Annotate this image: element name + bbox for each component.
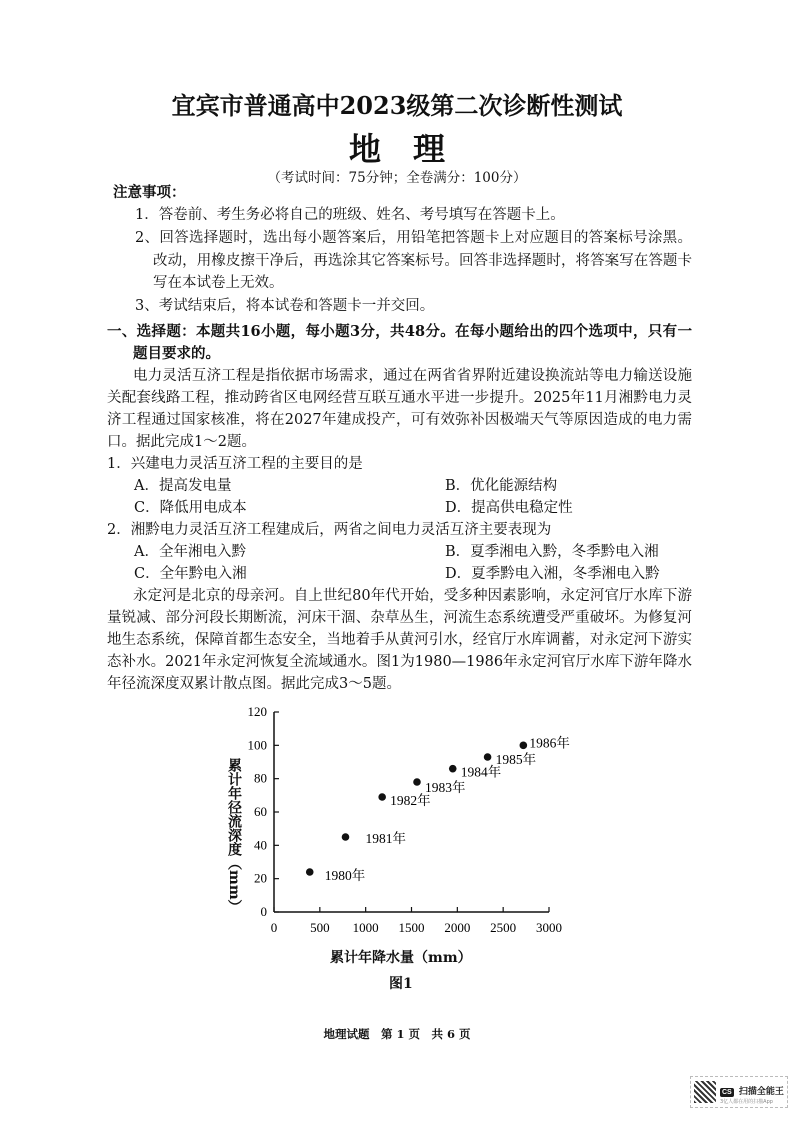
passage1-line: 关配套线路工程，推动跨省区电网经营互联互通水平进一步提升。2025年11月湘黔电力灵 [107,390,692,406]
passage2-line: 年径流深度双累计散点图。据此完成3～5题。 [107,676,401,692]
question-1-option-c: C．降低用电成本 [134,500,247,516]
question-2-option-c: C．全年黔电入湘 [134,566,247,582]
watermark-name: 扫描全能王 [738,1087,784,1097]
x-axis-label: 累计年降水量（mm） [330,950,472,966]
data-point-label: 1980年 [324,868,366,883]
x-tick-label: 3000 [536,920,562,935]
y-tick-label: 120 [247,704,267,719]
y-tick-label: 40 [254,837,267,853]
data-point-label: 1985年 [495,752,537,767]
x-tick-label: 500 [310,920,330,935]
data-point [342,833,350,841]
figure-caption: 图1 [389,976,413,992]
page-footer: 地理试题 第 1 页 共 6 页 [323,1027,471,1041]
question-2-option-d: D．夏季黔电入湘，冬季湘电入黔 [445,566,660,582]
notice-line: 改动，用橡皮擦干净后，再选涂其它答案标号。回答非选择题时，将答案写在答题卡 [153,253,692,269]
x-tick-label: 2500 [490,920,517,935]
x-tick-label: 0 [270,920,278,935]
x-tick-label: 2000 [444,920,471,935]
y-tick-label: 100 [247,737,267,753]
x-tick-label: 1500 [398,920,425,935]
notice-line: 写在本试卷上无效。 [153,275,284,291]
camscanner-logo-icon: CS [722,1089,732,1096]
data-point-label: 1981年 [365,831,406,846]
question-2-option-b: B．夏季湘电入黔，冬季黔电入湘 [445,544,659,560]
qr-code-icon [694,1081,716,1103]
question-1-stem: 1．兴建电力灵活互济工程的主要目的是 [107,456,363,472]
y-tick-label: 0 [260,904,267,919]
passage2-line: 态补水。2021年永定河恢复全流域通水。图1为1980—1986年永定河官厅水库下游年降水 [107,654,692,670]
notice-line: 3、考试结束后，将本试卷和答题卡一并交回。 [135,298,435,314]
data-point-label: 1986年 [529,735,570,751]
data-point [520,742,528,750]
passage2-line: 量锐减、部分河段长期断流，河床干涸、杂草丛生，河流生态系统遭受严重破坏。为修复河 [107,610,692,626]
question-1-option-d: D．提高供电稳定性 [445,500,573,516]
passage1-line: 口。据此完成1～2题。 [107,434,256,450]
section-heading-cont: 题目要求的。 [133,345,220,362]
passage1-line: 电力灵活互济工程是指依据市场需求，通过在两省省界附近建设换流站等电力输送设施 [133,368,692,384]
data-point [378,793,386,801]
watermark-sub: 3亿人都在用的扫描App [720,1099,773,1105]
scatter-chart [220,700,600,945]
data-point-label: 1984年 [460,764,502,780]
data-point [413,778,421,786]
section-heading: 一、选择题：本题共16小题，每小题3分，共48分。在每小题给出的四个选项中，只有一 [107,323,692,340]
data-point-label: 1983年 [425,780,466,795]
data-point [484,753,492,761]
exam-title: 宜宾市普通高中2023级第二次诊断性测试 [171,91,623,120]
subject-title: 地 理 [348,130,445,168]
y-tick-label: 80 [254,770,267,786]
passage1-line: 济工程通过国家核准，将在2027年建成投产，可有效弥补因极端天气等原因造成的电力需 [107,412,692,428]
data-point-label: 1982年 [390,793,431,808]
y-axis-label: 累计年径流深度（mm） [226,758,242,914]
question-1-option-a: A．提高发电量 [134,478,232,494]
data-point [306,868,314,876]
notice-line: 1．答卷前、考生务必将自己的班级、姓名、考号填写在答题卡上。 [135,207,565,223]
x-tick-label: 1000 [352,920,379,935]
camscanner-watermark [690,1076,788,1108]
question-2-option-a: A．全年湘电入黔 [134,544,246,560]
data-point [449,765,457,773]
y-tick-label: 60 [254,804,267,819]
notice-heading: 注意事项： [113,184,186,201]
passage2-line: 地生态系统，保障首都生态安全，当地着手从黄河引水，经官厅水库调蓄，对永定河下游实 [107,632,692,648]
y-tick-label: 20 [254,870,267,886]
passage2-line: 永定河是北京的母亲河。自上世纪80年代开始，受多种因素影响，永定河官厅水库下游 [133,588,692,604]
notice-line: 2、回答选择题时，选出每小题答案后，用铅笔把答题卡上对应题目的答案标号涂黑。 [135,230,692,246]
question-1-option-b: B．优化能源结构 [445,478,558,494]
question-2-stem: 2．湘黔电力灵活互济工程建成后，两省之间电力灵活互济主要表现为 [107,522,552,538]
exam-info: （考试时间：75分钟；全卷满分：100分） [267,170,527,186]
